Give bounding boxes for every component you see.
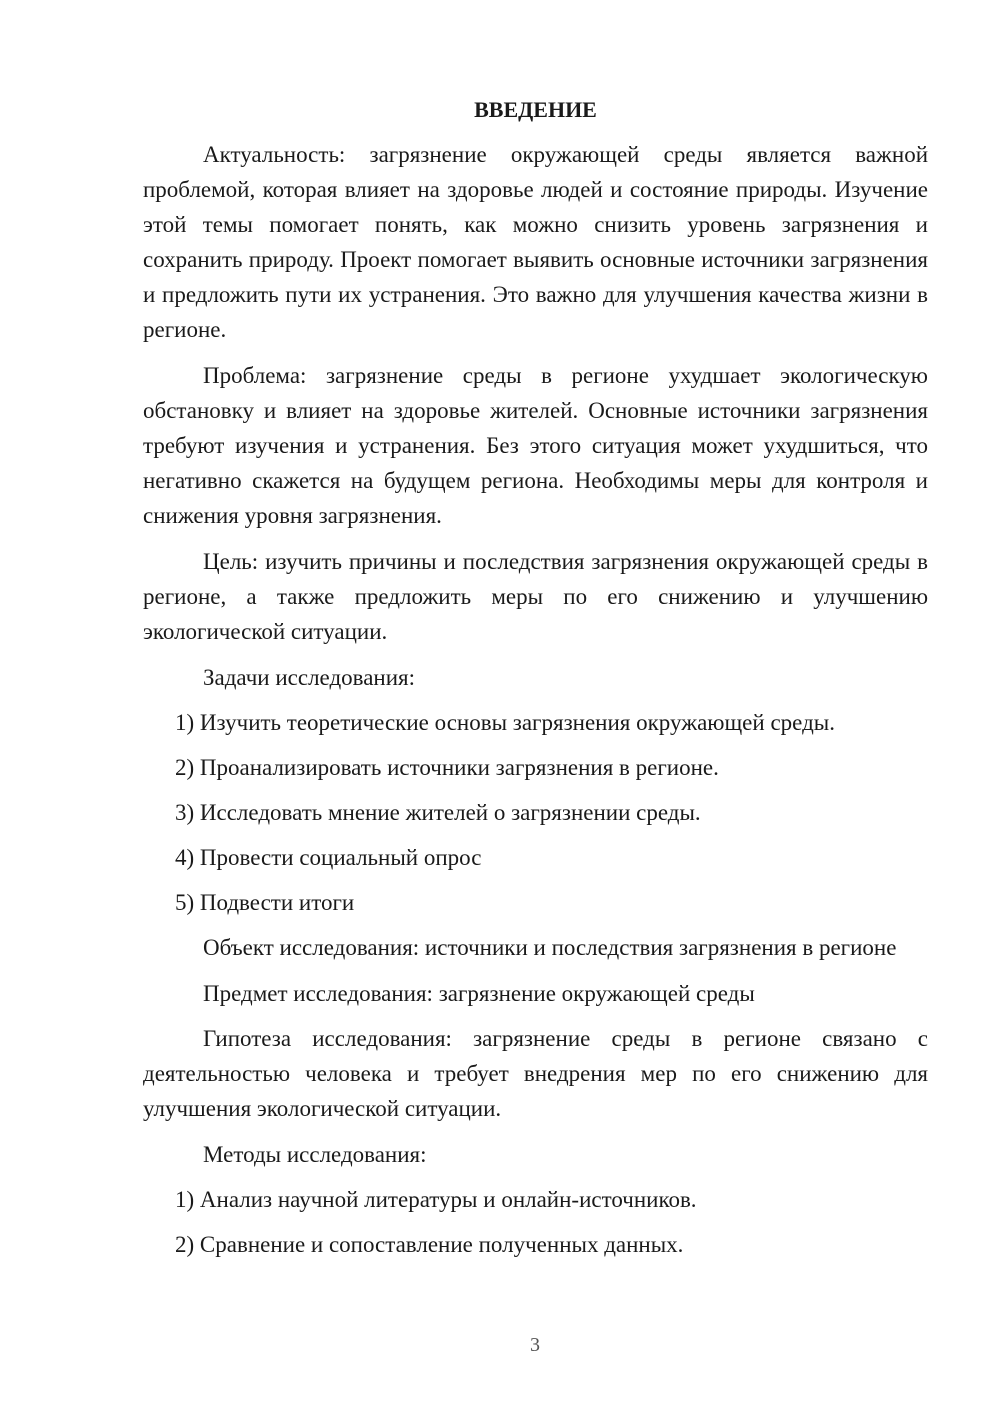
page-number: 3 (530, 1334, 540, 1356)
problem-paragraph: Проблема: загрязнение среды в регионе ухудшает экологическую обстановку и влияет на здоровье жителей. Основные источники загрязнения требуют изучения и устранения. Без этого ситуация может ухудшиться, что негативно скажется на будущем региона. Необходимы меры для контроля и снижения уровня загрязнения. (143, 363, 928, 528)
goal-paragraph: Цель: изучить причины и последствия загрязнения окружающей среды в регионе, а также предложить меры по его снижению и улучшению экологической ситуации. (143, 549, 928, 644)
task-item: 2) Проанализировать источники загрязнения в регионе. (175, 755, 719, 780)
method-item: 1) Анализ научной литературы и онлайн-источников. (175, 1187, 697, 1212)
page-title: ВВЕДЕНИЕ (474, 97, 597, 122)
task-item: 1) Изучить теоретические основы загрязнения окружающей среды. (175, 710, 835, 735)
task-item: 5) Подвести итоги (175, 890, 355, 915)
methods-heading: Методы исследования: (203, 1142, 427, 1167)
task-item: 4) Провести социальный опрос (175, 845, 482, 870)
tasks-list (143, 705, 928, 920)
page-content (143, 95, 928, 1272)
methods-list (143, 1182, 928, 1262)
relevance-paragraph: Актуальность: загрязнение окружающей среды является важной проблемой, которая влияет на здоровье людей и состояние природы. Изучение этой темы помогает понять, как можно снизить уровень загрязнения и сохранить природу. Проект помогает выявить основные источники загрязнения и предложить пути их устранения. Это важно для улучшения качества жизни в регионе. (143, 142, 928, 342)
object-paragraph: Объект исследования: источники и последствия загрязнения в регионе (203, 935, 897, 960)
task-item: 3) Исследовать мнение жителей о загрязнении среды. (175, 800, 701, 825)
subject-paragraph: Предмет исследования: загрязнение окружающей среды (203, 981, 755, 1006)
hypothesis-paragraph: Гипотеза исследования: загрязнение среды в регионе связано с деятельностью человека и требует внедрения мер по его снижению для улучшения экологической ситуации. (143, 1026, 928, 1121)
tasks-heading: Задачи исследования: (203, 665, 416, 690)
method-item: 2) Сравнение и сопоставление полученных данных. (175, 1232, 684, 1257)
